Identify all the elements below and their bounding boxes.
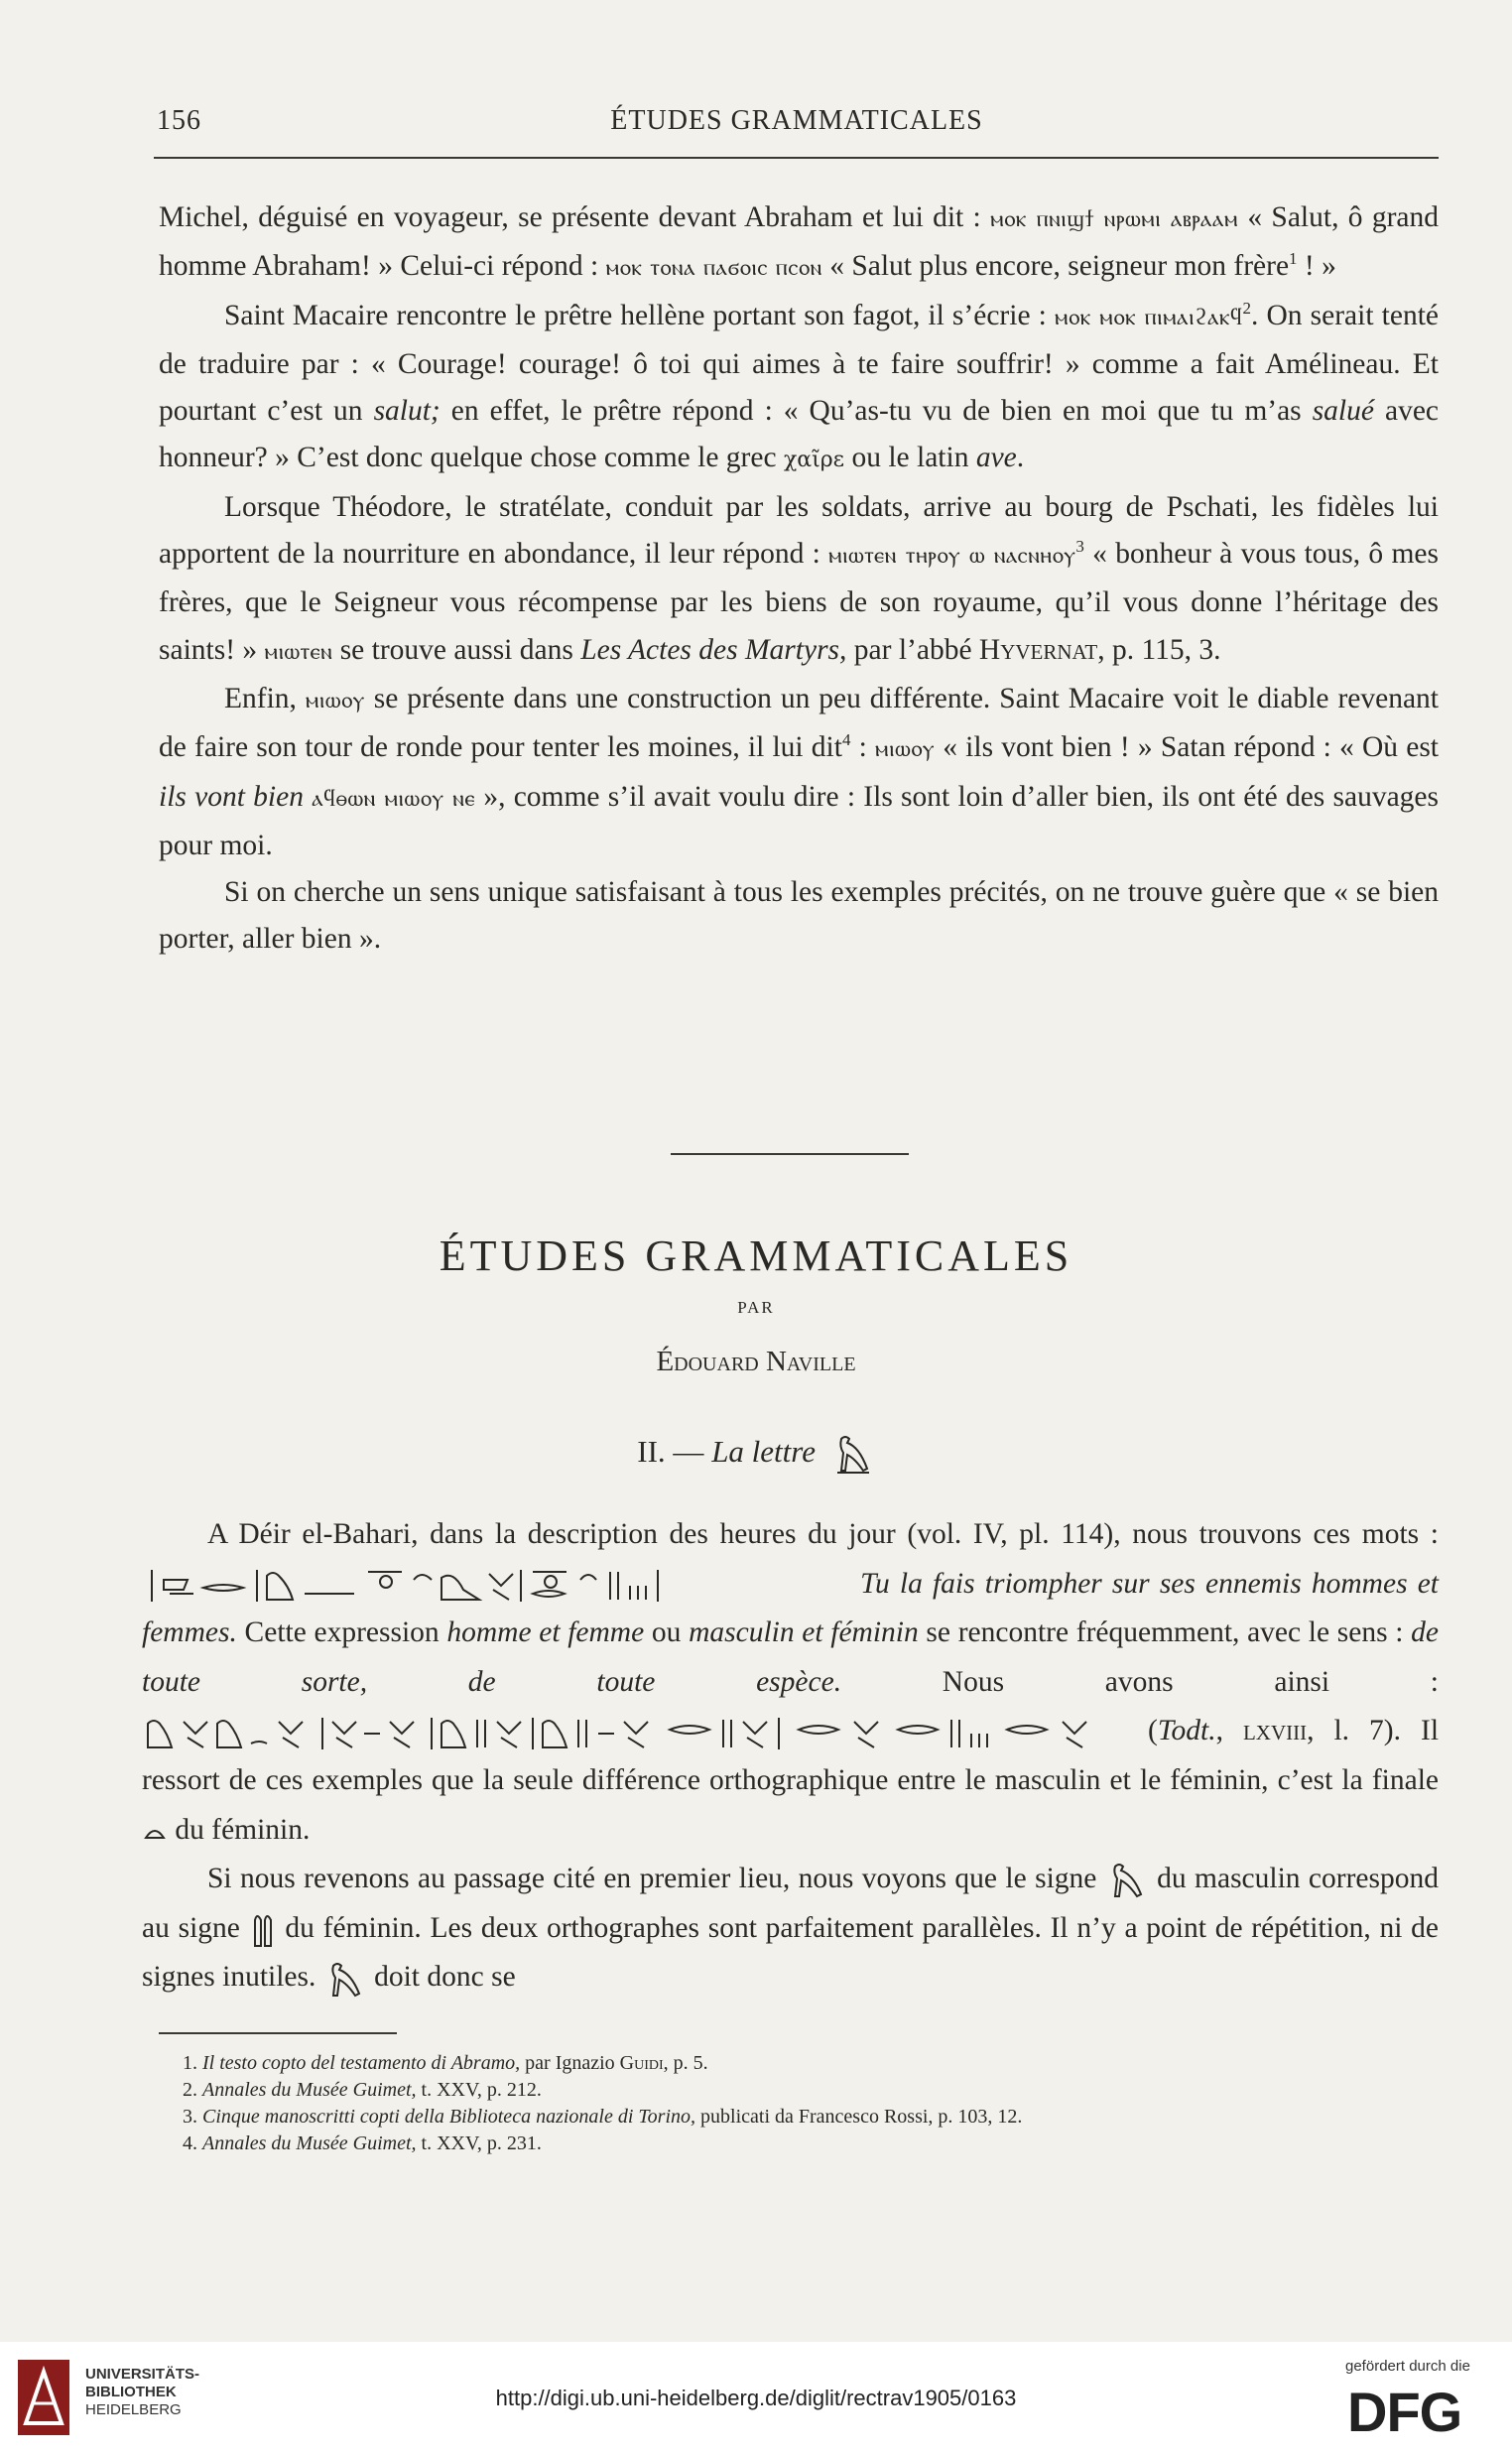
paragraph-2	[159, 293, 1439, 484]
text-run: ou	[644, 1616, 690, 1649]
dfg-logo: DFG	[1347, 2381, 1462, 2443]
italic-text: de toute sorte, de toute espèce.	[142, 1616, 1439, 1698]
text-run: se présente dans une construction un peu différente. Saint Macaire voit le diable revenant de faire son tour de ronde pour tenter les moines, il lui dit	[159, 682, 1439, 764]
text-run: par l’abbé	[846, 633, 979, 666]
page-number: 156	[157, 105, 201, 136]
text-run: Lorsque Théodore, le stratélate, conduit par les soldats, arrive au bourg de Pschati, les fidèles lui apportent de la nourriture en abondance, il leur répond :	[159, 490, 1439, 571]
text-run: se trouve aussi dans	[332, 633, 581, 666]
text-run: , l. 7). Il ressort de ces exemples que la seule différence orthographique entre le masculin et le féminin, c’est la finale	[142, 1715, 1440, 1796]
footnote-text: , p. 5.	[663, 2052, 708, 2074]
text-run: se rencontre fréquemment, avec le sens :	[918, 1616, 1412, 1649]
footnote-2	[183, 2077, 1439, 2104]
footnote-text: publicati da Francesco Rossi, p. 103, 12.	[695, 2106, 1023, 2128]
section-heading	[0, 1433, 1512, 1477]
text-run: du masculin correspond au signe	[142, 1863, 1439, 1944]
article-title: ÉTUDES GRAMMATICALES	[439, 1231, 1073, 1280]
text-run: ! »	[1297, 250, 1336, 283]
text-run: doit donc se	[374, 1961, 516, 1994]
footnote-text: par Ignazio	[520, 2052, 620, 2074]
section-divider	[671, 1153, 909, 1155]
hieroglyph-group-icon	[144, 1566, 848, 1606]
text-run	[304, 781, 312, 813]
text-run: Michel, déguisé en voyageur, se présente devant Abraham et lui dit :	[159, 201, 991, 233]
vulture-glyph-icon	[1107, 1861, 1147, 1900]
footnote-number: 4.	[183, 2132, 202, 2154]
section-number: II. —	[637, 1434, 712, 1470]
author-name: Édouard Naville	[656, 1346, 856, 1377]
footnote-number: 3.	[183, 2106, 202, 2128]
italic-text: homme et femme	[446, 1616, 645, 1649]
footnote-title: Il testo copto del testamento di Abramo,	[202, 2052, 521, 2074]
text-run: « Salut plus encore, seigneur mon frère	[821, 250, 1290, 283]
paragraph-4	[159, 676, 1439, 869]
text-run: , p. 115, 3.	[1097, 633, 1221, 666]
body-text-top	[159, 194, 1439, 964]
running-title: ÉTUDES GRAMMATICALES	[610, 105, 983, 136]
footnote-rule	[159, 2032, 397, 2034]
footnote-text: t. XXV, p. 212.	[416, 2079, 542, 2101]
coptic-text: ⲙⲟⲕ ⲧⲟⲛⲁ ⲡⲁϭⲟⲓⲥ ⲡⲥⲟⲛ	[605, 255, 822, 282]
coptic-text: ⲙⲓⲱⲟⲩ	[305, 687, 365, 713]
permalink-url[interactable]: http://digi.ub.uni-heidelberg.de/diglit/rectrav1905/0163	[495, 2386, 1017, 2410]
institution-line: UNIVERSITÄTS-	[85, 2366, 200, 2383]
paragraph-7	[142, 1855, 1439, 2002]
italic-text: Les Actes des Martyrs,	[580, 633, 847, 666]
paragraph-5: Si on cherche un sens unique satisfaisant à tous les exemples précités, on ne trouve guère que « se bien porter, aller bien ».	[159, 876, 1439, 956]
coptic-text: ⲙⲓⲱⲧⲉⲛ	[264, 638, 333, 665]
footnote-author: Guidi	[619, 2052, 664, 2074]
institution-line: HEIDELBERG	[85, 2401, 182, 2418]
footnote-ref: 3	[1075, 537, 1084, 557]
paragraph-6	[142, 1510, 1439, 1855]
coptic-text: ⲙⲓⲱⲟⲩ	[875, 736, 936, 763]
text-run: avec honneur? » C’est donc quelque chose comme le grec	[159, 395, 1440, 474]
paragraph-1	[159, 194, 1439, 293]
greek-text: χαῖρε	[783, 448, 845, 473]
footnote-ref: 2	[1242, 298, 1251, 318]
text-run: du féminin.	[175, 1813, 311, 1846]
footnote-title: Cinque manoscritti copti della Biblioteca nazionale di Torino,	[202, 2106, 696, 2128]
footnote-title: Annales du Musée Guimet,	[202, 2079, 417, 2101]
text-run: « ils vont bien ! » Satan répond : « Où est	[935, 731, 1439, 764]
section-title: La lettre	[711, 1434, 816, 1470]
header-rule	[154, 157, 1439, 159]
coptic-text: ⲁϥⲑⲱⲛ ⲙⲓⲱⲟⲩ ⲛⲉ	[312, 785, 476, 812]
italic-text: ave	[975, 442, 1017, 474]
text-run: en effet, le prêtre répond : « Qu’as-tu vu de bien en moi que tu m’as	[440, 395, 1313, 428]
running-header	[157, 99, 1437, 139]
text-run: Nous avons ainsi :	[841, 1665, 1439, 1698]
coptic-text: ⲙⲓⲱⲧⲉⲛ ⲧⲏⲣⲟⲩ ⲱ ⲛⲁⲥⲛⲏⲟⲩ	[828, 543, 1076, 570]
text-run: du féminin. Les deux orthographes sont parfaitement parallèles. Il n’y a point de répétition, ni de signes inutiles.	[142, 1911, 1439, 1994]
footnote-number: 1.	[183, 2052, 202, 2074]
text-run: « bonheur à vous tous, ô mes frères, que le Seigneur vous récompense par les biens de son royaume, qu’il vous donne l’héritage des saints! »	[159, 538, 1439, 666]
text-run: Saint Macaire rencontre le prêtre hellène portant son fagot, il s’écrie :	[224, 299, 1055, 331]
footnote-number: 2.	[183, 2079, 202, 2101]
italic-text: masculin et féminin	[689, 1616, 919, 1649]
italic-text: salué	[1312, 395, 1374, 428]
text-run: ou le latin	[844, 442, 976, 474]
text-run: Enfin,	[224, 682, 306, 714]
article-par: PAR	[737, 1298, 775, 1317]
italic-text: salut;	[373, 395, 441, 428]
footnote-text: t. XXV, p. 231.	[416, 2132, 542, 2154]
reed-leaf-glyph-icon	[251, 1910, 275, 1950]
bread-loaf-glyph-icon	[144, 1822, 166, 1842]
coptic-text: ⲙⲟⲕ ⲡⲛⲓϣϯ ⲛⲣⲱⲙⲓ ⲁⲃⲣⲁⲁⲙ	[990, 206, 1239, 232]
text-run: :	[850, 731, 876, 764]
italic-text: Tu la fais triompher sur ses ennemis hommes et femmes.	[142, 1567, 1440, 1649]
italic-text: ils vont bien	[159, 780, 304, 813]
sponsor-text: gefördert durch die	[1345, 2358, 1470, 2375]
institution-line: BIBLIOTHEK	[85, 2384, 177, 2400]
footnote-1	[183, 2050, 1439, 2077]
body-text-bottom	[142, 1510, 1439, 2002]
footnote-title: Annales du Musée Guimet,	[202, 2132, 417, 2154]
vulture-glyph-icon	[833, 1433, 873, 1477]
text-run: . On serait tenté de traduire par : « Courage! courage! ô toi qui aimes à te faire souffrir! » comme a fait Amélineau. Et pourtant c’est un	[159, 299, 1439, 428]
paragraph-3	[159, 484, 1439, 676]
footnote-ref: 4	[841, 730, 851, 750]
text-run: », comme s’il avait voulu dire : Ils sont loin d’aller bien, ils ont été des sauvages pour moi.	[159, 780, 1440, 861]
text-run: ,	[1215, 1715, 1243, 1747]
text-run: « Salut, ô grand homme Abraham! » Celui-ci répond :	[159, 201, 1439, 283]
footnotes	[183, 2050, 1439, 2157]
text-run: .	[1016, 442, 1025, 474]
italic-text: Todt.	[1157, 1715, 1216, 1747]
coptic-text: ⲙⲟⲕ ⲙⲟⲕ ⲡⲓⲙⲁⲓϩⲁⲕϥ	[1054, 304, 1243, 330]
vulture-glyph-icon	[325, 1960, 365, 2000]
small-caps-text: Hyvernat	[978, 633, 1098, 666]
text-run: A Déir el-Bahari, dans la description des heures du jour (vol. IV, pl. 114), nous trouvons ces mots :	[207, 1518, 1439, 1550]
small-caps-text: lxviii	[1242, 1715, 1308, 1747]
text-run: Cette expression	[236, 1616, 447, 1649]
footnote-4	[183, 2131, 1439, 2157]
footnote-3	[183, 2104, 1439, 2131]
article-author	[0, 1346, 1512, 1378]
footnote-ref: 1	[1289, 249, 1298, 269]
hieroglyph-examples-icon	[144, 1714, 1126, 1753]
text-run: Si nous revenons au passage cité en premier lieu, nous voyons que le signe	[207, 1863, 1105, 1895]
text-run: (	[1148, 1715, 1158, 1747]
